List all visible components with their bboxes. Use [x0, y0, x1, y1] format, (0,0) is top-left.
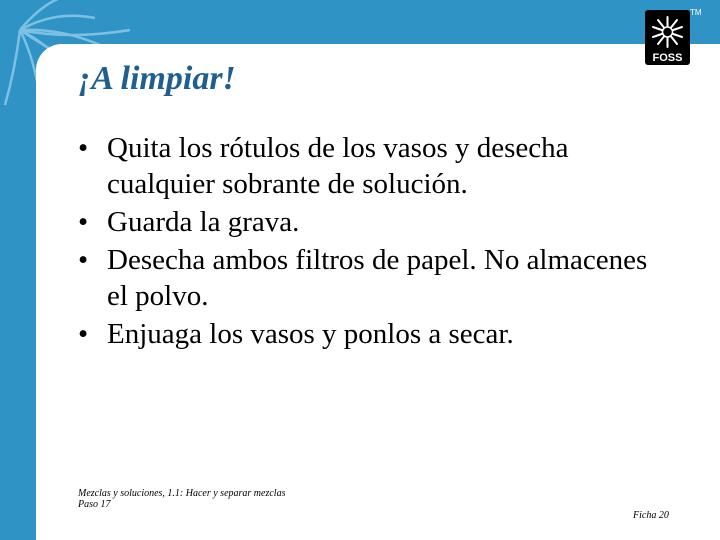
bullet-text: Enjuaga los vasos y ponlos a secar. [107, 318, 514, 350]
bullet-glyph: • [78, 318, 89, 350]
footer-module-info [78, 488, 285, 510]
bullet-glyph: • [78, 206, 89, 238]
bullet-item [78, 316, 658, 352]
bullet-glyph: • [78, 244, 89, 276]
slide-title: ¡A limpiar! [78, 60, 236, 97]
bullet-text: Quita los rótulos de los vasos y desecha cualquier sobrante de solución. [107, 132, 569, 200]
bullet-item [78, 130, 658, 202]
bullet-list [78, 130, 658, 354]
logo-text: FOSS [652, 52, 683, 64]
foss-logo-icon [645, 10, 690, 65]
footer-card-number: Ficha 20 [633, 510, 669, 521]
footer-module-line: Mezclas y soluciones, 1.1: Hacer y separar mezclas [78, 488, 286, 499]
trademark-mark: TM [690, 8, 702, 17]
footer-step: Paso 17 [78, 499, 111, 510]
bullet-item [78, 204, 658, 240]
bullet-text: Desecha ambos filtros de papel. No almacenes el polvo. [107, 244, 648, 312]
bullet-glyph: • [78, 132, 89, 164]
bullet-item [78, 242, 658, 314]
bullet-text: Guarda la grava. [107, 206, 300, 238]
